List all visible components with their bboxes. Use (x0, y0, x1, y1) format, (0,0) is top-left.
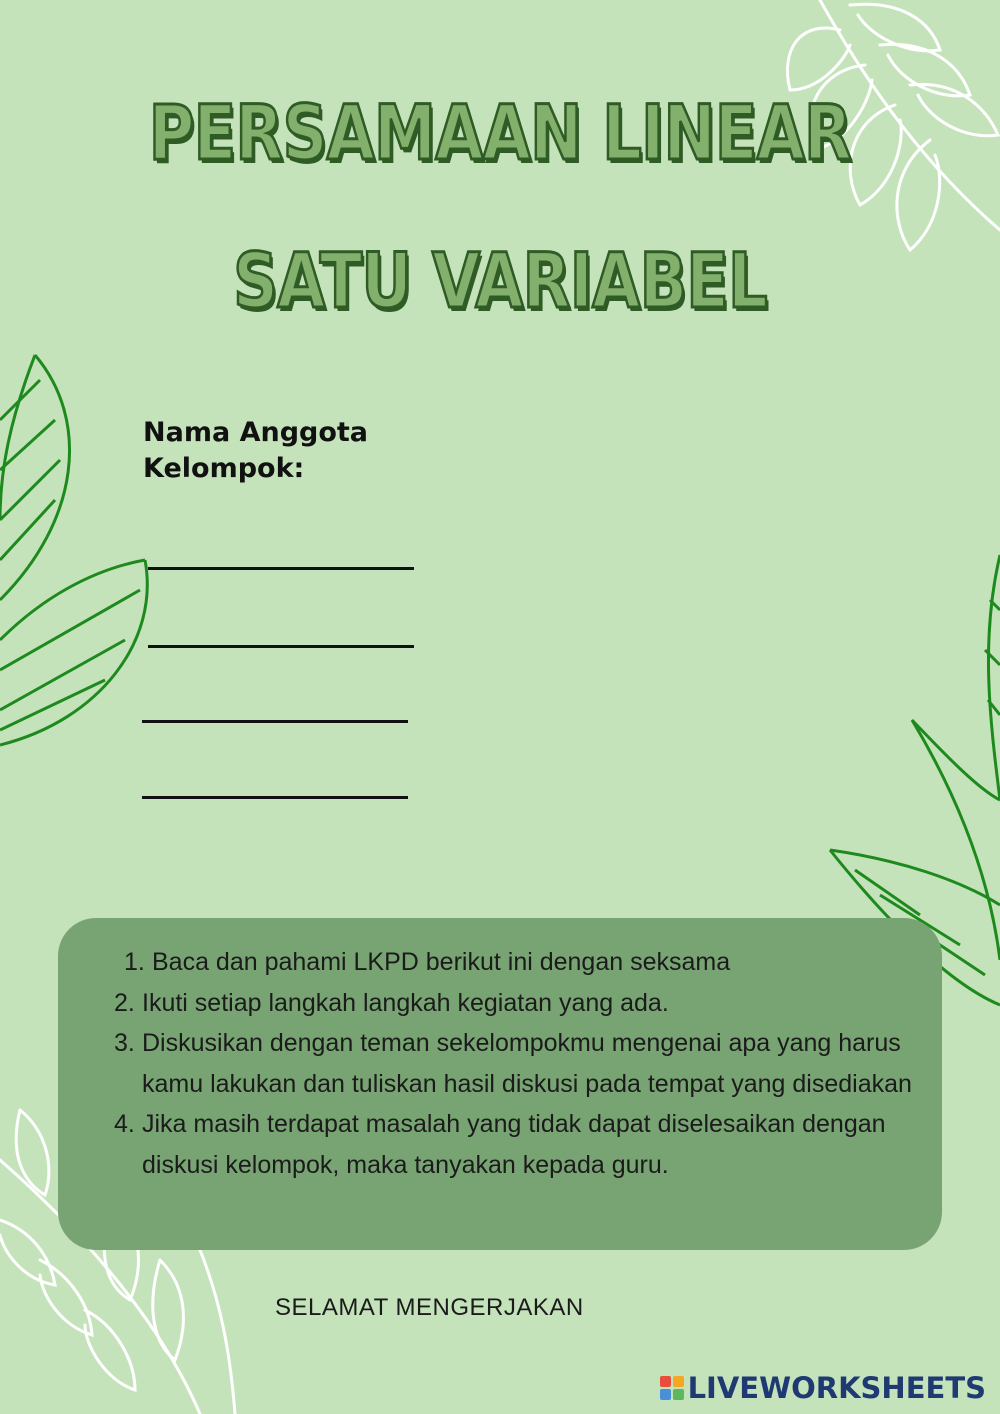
instruction-number: 1. (124, 948, 145, 976)
instruction-item (114, 1023, 924, 1104)
member-name-field-3[interactable] (142, 720, 408, 723)
title-line-2: SATU VARIABEL (233, 236, 767, 325)
instruction-number: 3. (114, 1029, 135, 1057)
member-name-field-2[interactable] (148, 645, 414, 648)
instruction-item (114, 1104, 924, 1185)
instruction-text: Baca dan pahami LKPD berikut ini dengan seksama (152, 948, 731, 976)
instruction-text: Ikuti setiap langkah langkah kegiatan yang ada. (142, 988, 669, 1017)
title-line-1: PERSAMAAN LINEAR (148, 88, 852, 177)
instruction-item (124, 942, 924, 983)
instruction-item (114, 983, 924, 1024)
brand-watermark (660, 1372, 986, 1404)
instruction-text: Diskusikan dengan teman sekelompokmu mengenai apa yang harus kamu lakukan dan tuliskan hasil diskusi pada tempat yang disediakan (142, 1029, 912, 1098)
instruction-number: 2. (114, 988, 135, 1017)
green-leaf-left-icon (0, 355, 147, 745)
instructions-list (114, 942, 924, 1185)
instruction-text: Jika masih terdapat masalah yang tidak dapat diselesaikan dengan diskusi kelompok, maka tanyakan kepada guru. (142, 1110, 886, 1179)
members-label: Nama Anggota Kelompok: (143, 417, 369, 484)
brand-name: LIVEWORKSHEETS (687, 1371, 986, 1405)
liveworksheets-logo-icon (660, 1376, 684, 1400)
instructions-panel (58, 918, 942, 1250)
member-name-field-1[interactable] (148, 567, 414, 570)
closing-message: SELAMAT MENGERJAKAN (275, 1294, 584, 1321)
member-name-field-4[interactable] (142, 796, 408, 799)
instruction-number: 4. (114, 1110, 135, 1138)
